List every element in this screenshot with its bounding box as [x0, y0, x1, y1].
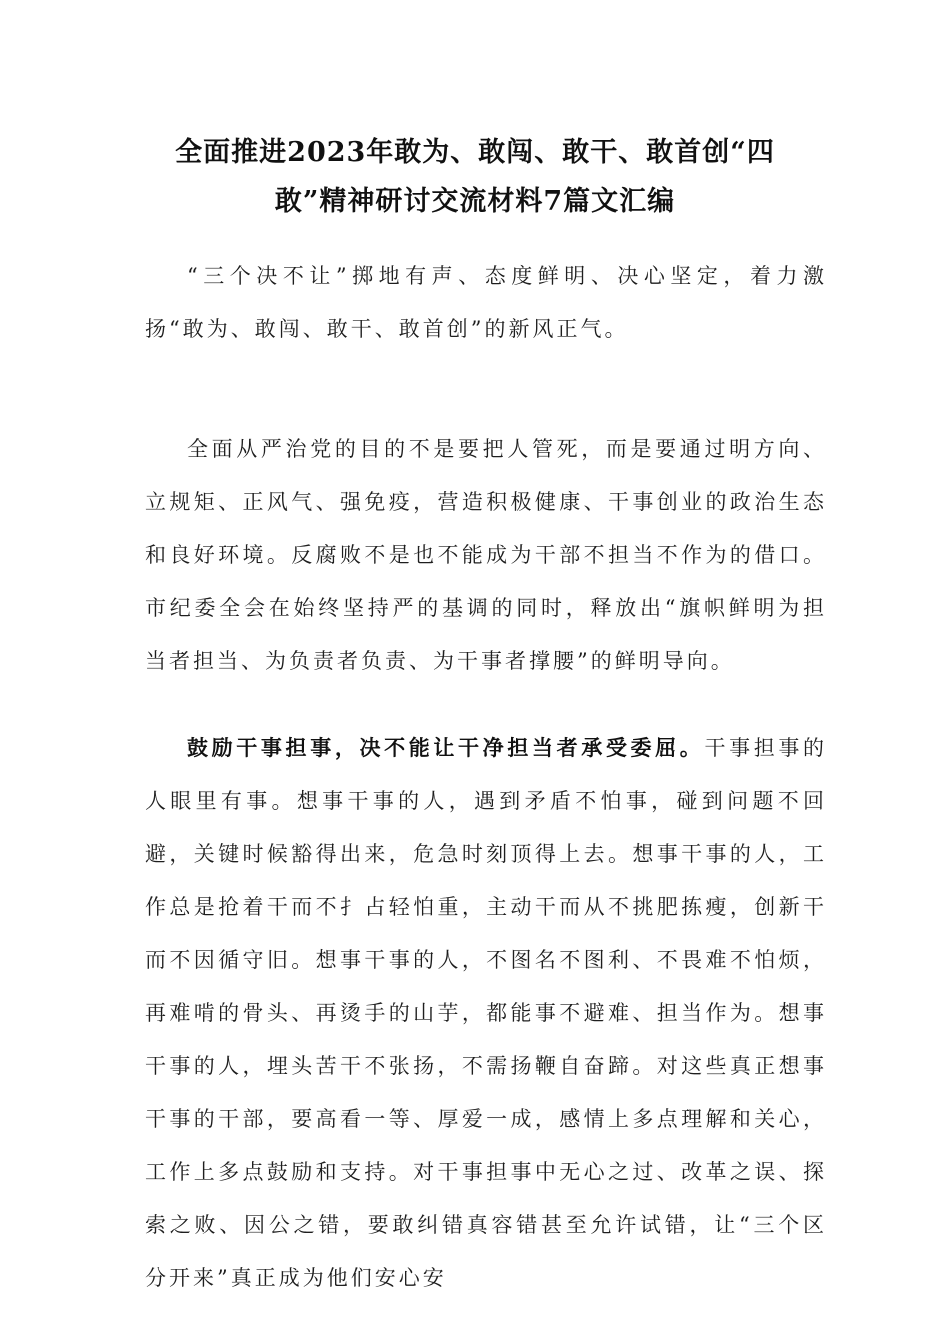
paragraph-1: “三个决不让”掷地有声、态度鲜明、决心坚定，着力激扬“敢为、敢闯、敢干、敢首创”的新风正气。 — [145, 264, 827, 341]
paragraph-3-body: 干事担事的人眼里有事。想事干事的人，遇到矛盾不怕事，碰到问题不回避，关键时候豁得出来，危急时刻顶得上去。想事干事的人，工作总是抢着干而不扌占轻怕重，主动干而从不挑肥拣瘦，创新干而不因循守旧。想事干事的人，不图名不图利、不畏难不怕烦，再难啃的骨头、再烫手的山芋，都能事不避难、担当作为。想事干事的人，埋头苦干不张扬，不需扬鞭自奋蹄。对这些真正想事干事的干部，要高看一等、厚爱一成，感情上多点理解和关心，工作上多点鼓励和支持。对干事担事中无心之过、改革之误、探索之败、因公之错，要敢纠错真容错甚至允许试错，让“三个区分开来”真正成为他们安心安 — [145, 736, 828, 1290]
paragraph-3 — [145, 721, 827, 1305]
title-line-2: 敢”精神研讨交流材料7篇文汇编 — [274, 186, 676, 217]
paragraph-3-lead: 鼓励干事担事，决不能让干净担当者承受委屈。 — [187, 735, 705, 760]
title-line-1: 全面推进2023年敢为、敢闯、敢干、敢首创“四 — [175, 137, 775, 168]
paragraph-2: 全面从严治党的目的不是要把人管死，而是要通过明方向、立规矩、正风气、强免疫，营造积极健康、干事创业的政治生态和良好环境。反腐败不是也不能成为干部不担当不作为的借口。市纪委全会在始终坚持严的基调的同时，释放出“旗帜鲜明为担当者担当、为负责者负责、为干事者撑腰”的鲜明导向。 — [145, 437, 827, 673]
document-title — [140, 128, 810, 226]
